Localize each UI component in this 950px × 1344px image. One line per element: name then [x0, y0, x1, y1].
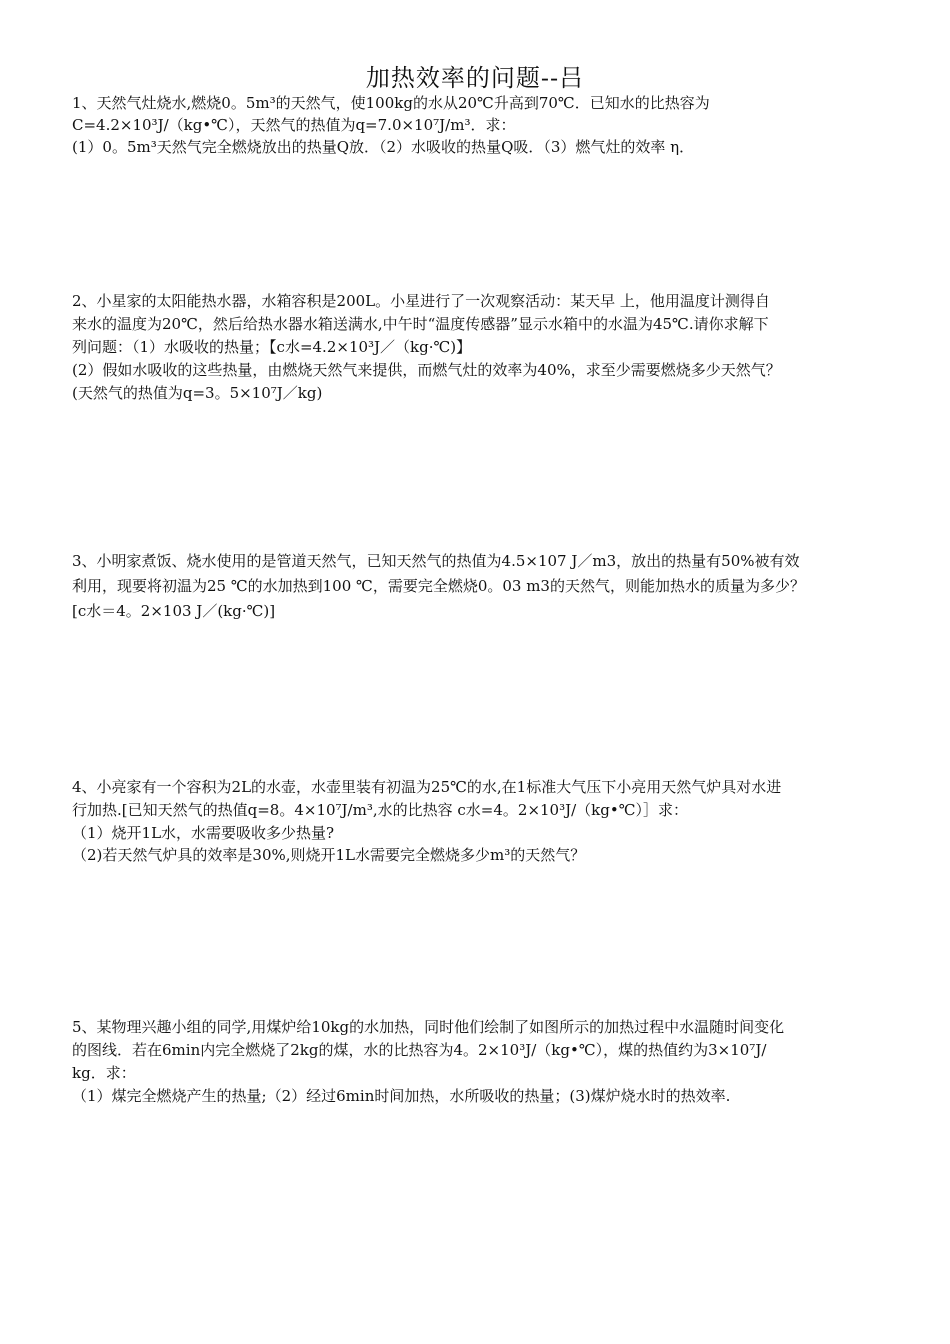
problem-1-line-3: (1）0。5m³天然气完全燃烧放出的热量Q放．（2）水吸收的热量Q吸．（3）燃气灶的效率 η．	[72, 138, 695, 156]
problem-3-line-3: [c水＝4。2×103 J／(kg·℃)]	[72, 602, 276, 620]
problem-2-line-4: (2）假如水吸收的这些热量，由燃烧天然气来提供，而燃气灶的效率为40%，求至少需要燃烧多少天然气？	[72, 361, 781, 379]
problem-2-line-5: (天然气的热值为q=3。5×10⁷J／kg)	[72, 384, 323, 402]
problem-2-line-2: 来水的温度为20℃，然后给热水器水箱送满水,中午时“温度传感器”显示水箱中的水温为45℃.请你求解下	[72, 315, 769, 333]
problem-2-line-1: 2、小星家的太阳能热水器，水箱容积是200L。小星进行了一次观察活动：某天早 上，他用温度计测得自	[72, 292, 770, 310]
problem-1-line-1: 1、天然气灶烧水,燃烧0。5m³的天然气，使100kg的水从20℃升高到70℃．已知水的比热容为	[72, 94, 710, 112]
problem-4-line-2: 行加热.[已知天然气的热值q=8。4×10⁷J/m³,水的比热容 c水=4。2×10³J/（kg•℃）］求：	[72, 801, 688, 819]
problem-3-line-1: 3、小明家煮饭、烧水使用的是管道天然气，已知天然气的热值为4.5×107 J／m3，放出的热量有50%被有效	[72, 552, 800, 570]
problem-4-line-1: 4、小亮家有一个容积为2L的水壶，水壶里装有初温为25℃的水,在1标准大气压下小亮用天然气炉具对水进	[72, 778, 782, 796]
problem-2-line-3: 列问题：（1）水吸收的热量；【c水=4.2×10³J／（kg·℃)】	[72, 338, 472, 356]
problem-3-line-2: 利用，现要将初温为25 ℃的水加热到100 ℃，需要完全燃烧0。03 m3的天然气，则能加热水的质量为多少？	[72, 577, 805, 595]
problem-1-line-2: C=4.2×10³J/（kg•℃），天然气的热值为q=7.0×10⁷J/m³．求：	[72, 116, 516, 134]
problem-5-line-1: 5、某物理兴趣小组的同学,用煤炉给10kg的水加热，同时他们绘制了如图所示的加热过程中水温随时间变化	[72, 1018, 785, 1036]
problem-5-line-2: 的图线．若在6min内完全燃烧了2kg的煤，水的比热容为4。2×10³J/（kg•℃），煤的热值约为3×10⁷J/	[72, 1041, 767, 1059]
problem-5-line-4: （1）煤完全燃烧产生的热量;（2）经过6min时间加热，水所吸收的热量；(3)煤炉烧水时的热效率.	[72, 1087, 731, 1105]
problem-4-line-3: （1）烧开1L水，水需要吸收多少热量?	[72, 824, 335, 842]
page-title: 加热效率的问题--吕	[365, 64, 585, 92]
problem-5-line-3: kg．求：	[72, 1064, 136, 1082]
problem-4-line-4: （2)若天然气炉具的效率是30%,则烧开1L水需要完全燃烧多少m³的天然气？	[72, 846, 586, 864]
